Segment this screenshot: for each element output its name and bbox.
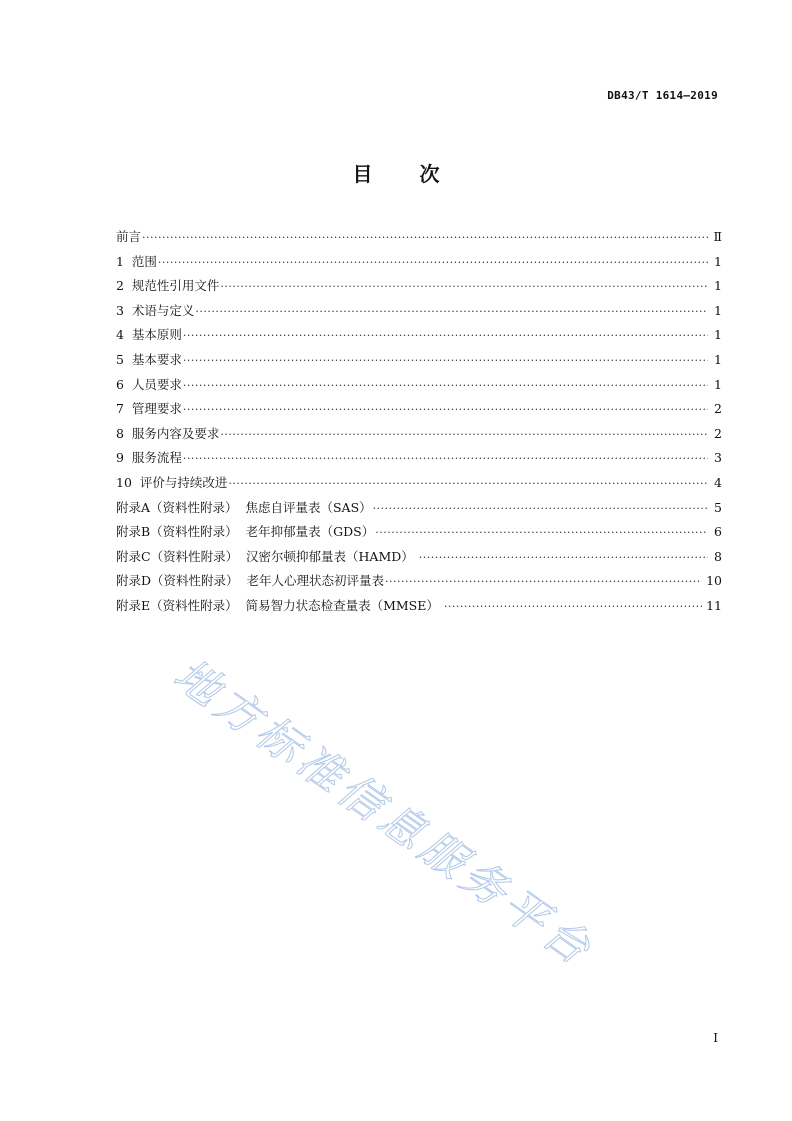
toc-entry-personnel-requirements[interactable] <box>116 375 722 400</box>
toc-dot-leader <box>183 452 708 465</box>
toc-entry-appendix-a[interactable] <box>116 498 722 523</box>
toc-entry-service-content[interactable] <box>116 424 722 449</box>
toc-entry-number: 8 <box>116 425 132 441</box>
toc-entry-management-requirements[interactable] <box>116 399 722 424</box>
page-number: I <box>713 1031 718 1045</box>
toc-entry-label: 规范性引用文件 <box>131 278 220 294</box>
toc-entry-appendix-b[interactable] <box>116 522 722 547</box>
toc-dot-leader <box>158 256 708 269</box>
toc-entry-page: 1 <box>714 278 722 294</box>
toc-dot-leader <box>183 329 708 342</box>
toc-entry-number: 附录C（资料性附录） <box>116 548 247 564</box>
toc-entry-scope[interactable] <box>116 252 722 277</box>
standard-code: DB43/T 1614—2019 <box>607 89 718 102</box>
toc-entry-label: 汉密尔顿抑郁量表（HAMD） <box>246 548 418 564</box>
toc-entry-page: 2 <box>714 425 722 441</box>
toc-entry-page: 6 <box>714 524 722 540</box>
toc-entry-appendix-d[interactable] <box>116 571 722 596</box>
toc-dot-leader <box>444 600 702 613</box>
toc-entry-label: 评价与持续改进 <box>139 474 228 490</box>
toc-entry-label: 术语与定义 <box>131 302 195 318</box>
toc-entry-label: 基本原则 <box>131 327 182 343</box>
toc-entry-basic-requirements[interactable] <box>116 350 722 375</box>
table-of-contents <box>116 227 722 621</box>
toc-entry-number: 4 <box>116 327 132 343</box>
toc-entry-number: 附录B（资料性附录） <box>116 524 246 540</box>
toc-entry-terms-definitions[interactable] <box>116 301 722 326</box>
toc-entry-label: 老年抑郁量表（GDS） <box>245 524 375 540</box>
toc-entry-page: 5 <box>714 499 722 515</box>
toc-entry-page: 1 <box>714 376 722 392</box>
toc-entry-number: 10 <box>116 474 140 490</box>
toc-dot-leader <box>183 354 708 367</box>
toc-entry-number: 5 <box>116 351 132 367</box>
toc-dot-leader <box>228 477 708 490</box>
toc-entry-page: 1 <box>714 351 722 367</box>
page-title-char-2: 次 <box>419 162 440 186</box>
toc-entry-label: 前言 <box>116 229 142 244</box>
toc-entry-label: 管理要求 <box>131 401 182 417</box>
toc-entry-page: 1 <box>714 253 722 269</box>
toc-entry-page: 2 <box>714 401 722 417</box>
toc-entry-page: 11 <box>706 597 722 613</box>
toc-entry-basic-principles[interactable] <box>116 325 722 350</box>
toc-dot-leader <box>183 403 708 416</box>
toc-entry-number: 2 <box>116 278 132 294</box>
toc-dot-leader <box>183 379 708 392</box>
toc-dot-leader <box>220 280 708 293</box>
toc-entry-label: 基本要求 <box>131 351 182 367</box>
toc-entry-number: 附录E（资料性附录） <box>116 597 246 613</box>
toc-dot-leader <box>375 526 708 539</box>
toc-entry-page: 3 <box>714 450 722 466</box>
toc-entry-page: Ⅱ <box>713 229 722 244</box>
toc-dot-leader <box>142 231 708 244</box>
toc-entry-number: 附录A（资料性附录） <box>116 499 246 515</box>
toc-entry-label: 范围 <box>131 253 157 269</box>
toc-entry-service-process[interactable] <box>116 448 722 473</box>
toc-entry-number: 9 <box>116 450 132 466</box>
toc-entry-label: 老年人心理状态初评量表 <box>246 573 384 589</box>
toc-entry-label: 人员要求 <box>131 376 182 392</box>
toc-entry-label: 简易智力状态检查量表（MMSE） <box>245 597 443 613</box>
toc-entry-page: 1 <box>714 327 722 343</box>
toc-dot-leader <box>385 575 702 588</box>
watermark: 地方标准信息服务平台 <box>164 649 604 978</box>
toc-entry-label: 服务流程 <box>131 450 182 466</box>
toc-entry-appendix-c[interactable] <box>116 547 722 572</box>
toc-dot-leader <box>373 502 708 515</box>
toc-dot-leader <box>220 428 708 441</box>
toc-entry-foreword[interactable] <box>116 227 722 252</box>
toc-entry-number: 6 <box>116 376 132 392</box>
toc-entry-page: 1 <box>714 302 722 318</box>
toc-entry-number: 7 <box>116 401 132 417</box>
toc-entry-appendix-e[interactable] <box>116 596 722 621</box>
toc-entry-page: 4 <box>714 474 722 490</box>
toc-entry-label: 服务内容及要求 <box>131 425 220 441</box>
toc-entry-normative-references[interactable] <box>116 276 722 301</box>
toc-entry-number: 3 <box>116 302 132 318</box>
toc-entry-page: 10 <box>706 573 722 589</box>
toc-entry-label: 焦虑自评量表（SAS） <box>245 499 372 515</box>
toc-entry-page: 8 <box>714 548 722 564</box>
page-title <box>0 158 792 187</box>
toc-entry-number: 附录D（资料性附录） <box>116 573 247 589</box>
toc-entry-evaluation-improvement[interactable] <box>116 473 722 498</box>
toc-dot-leader <box>419 551 708 564</box>
page-title-char-1: 目 <box>352 162 373 186</box>
toc-entry-number: 1 <box>116 253 132 269</box>
toc-dot-leader <box>195 305 708 318</box>
